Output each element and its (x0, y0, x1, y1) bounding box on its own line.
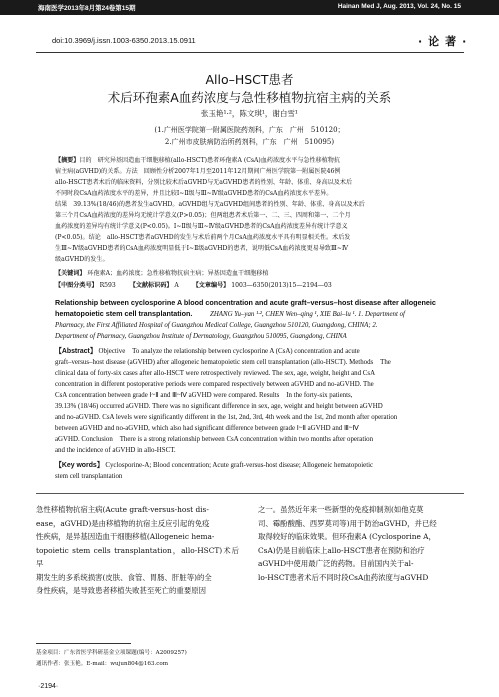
affiliation-2: 2.广州市皮肤病防治所药剂科，广东 广州 510095) (164, 138, 335, 146)
article-title-line1: Allo–HSCT患者 (205, 72, 294, 87)
keywords-en-line: stem cell transplantation (55, 473, 123, 480)
english-authors-line1: ZHANG Yu–yan ¹·², CHEN Wen–qing ¹, XIE Bai–lu ¹. 1. Department of (210, 311, 405, 318)
abstract-en-label: 【Abstract】 (55, 348, 97, 355)
abstract-en-line: aGVHD. Conclusion There is a strong relationship between CsA concentration within two months after operation (55, 436, 374, 443)
body-line: 性疾病，是异基因造血干细胞移植(Allogeneic hema- (36, 532, 215, 541)
clc-value: R593 (99, 282, 116, 289)
abstract-cn-line: allo-HSCT患者术后的临床资料，分别比较术后aGVHD与无aGVHD患者的性别、年龄、体重、身高以及术后 (55, 179, 353, 186)
article-title-line2: 术后环孢素A血药浓度与急性移植物抗宿主病的关系 (107, 90, 392, 105)
keywords-cn-label: 【关键词】 (55, 270, 86, 277)
english-title-line1: Relationship between cyclosporine A blood concentration and acute graft–versus–host disease after allogeneic (55, 298, 436, 307)
abstract-cn-label: 【摘要】 (55, 157, 80, 164)
abstract-cn-line: 生Ⅲ~Ⅳ级aGVHD患者的CsA血药浓度明显低于Ⅰ~Ⅱ级aGVHD的患者，说明低CsA血药浓度更易导致Ⅲ~Ⅳ (55, 245, 349, 252)
footnote-rule (36, 643, 131, 644)
abstract-cn-line: 宿主病(aGVHD)的关系。方法 回顾性分析2007年1月至2011年12月期间广州医学院第一附属医院46例 (55, 168, 341, 175)
body-line: 急性移植物抗宿主病(Acute graft-versus-host dis- (36, 505, 209, 514)
column-label: ·论著· (418, 35, 473, 48)
keywords-cn (55, 268, 269, 277)
journal-issue-en: Hainan Med J, Aug. 2013, Vol. 24, No. 15 (337, 3, 461, 10)
body-line: 取得较好的临床效果。但环孢素A (Cyclosporine A， (258, 532, 436, 541)
abstract-en-line: clinical data of forty-six cases after allo-HSCT were retrospectively reviewed. The sex, age, weight, height and CsA (55, 370, 376, 377)
classification-row (55, 280, 332, 289)
keywords-cn-text: 环孢素A；血药浓度；急性移植物抗宿主病；异基因造血干细胞移植 (87, 270, 269, 277)
body-line: topoietic stem cells transplantation，allo-HSCT)术后早 (36, 545, 239, 568)
abstract-cn-line: 目的 研究异基因造血干细胞移植(allo-HSCT)患者环孢素A (CsA)血药浓度水平与急性移植物抗 (79, 157, 340, 164)
body-line: 之一。虽然近年来一些新型的免疫抑制剂(如他克莫 (258, 505, 424, 514)
english-authors-line2: Pharmacy, the First Affiliated Hospital of Guangzhou Medical College, Guangzhou 510120, Guangdong, CHINA; 2. (55, 322, 378, 329)
english-title-line2: hematopoietic stem cell transplantation. (55, 309, 193, 318)
abstract-en-line: graft–versus–host disease (aGVHD) after allogeneic hematopoietic stem cell transplantation (allo-HSCT). Methods The (55, 359, 391, 366)
affiliation-1: (1.广州医学院第一附属医院药剂科，广东 广州 510120； (154, 126, 345, 134)
body-line: lo-HSCT患者术后不同时段CsA血药浓度与aGVHD (258, 572, 429, 582)
footnote-correspondence: 通讯作者：张玉艳。E-mail：wujun804@163.com (36, 661, 169, 667)
abstract-cn (55, 155, 445, 265)
english-authors-line3: Department of Pharmacy, Guangzhou Institute of Dermatology, Guangzhou 510095, Guangdong, CHINA (55, 333, 347, 340)
body-line: aGVHD中使用最广泛的药物。目前国内关于al- (258, 559, 414, 568)
footnote-funding: 基金项目：广东省医学科研基金立项课题(编号：A2009257) (36, 650, 187, 656)
abstract-cn-line: 血药浓度的差异均有统计学意义(P<0.05)。Ⅰ~Ⅱ级与Ⅲ~Ⅳ级aGVHD患者的CsA血药浓度差异有统计学意义 (55, 223, 348, 230)
doi: doi:10.3969/j.issn.1003-6350.2013.15.0911 (52, 36, 196, 45)
abstract-cn-line: (P<0.05)。结论 allo-HSCT患者aGVHD的发生与术后前两个月CsA血药浓度水平具有明显相关性。术后发 (55, 234, 351, 241)
article-id-value: 1003—6350(2013)15—2194—03 (231, 282, 332, 289)
abstract-cn-line: 结果 39.13%(18/46)的患者发生aGVHD。aGVHD组与无aGVHD组间患者的性别、年龄、体重、身高以及术后 (55, 201, 365, 208)
header-rule (36, 52, 464, 53)
body-line: 司、霉酚酸酯、西罗莫司等)用于防治aGVHD，并已经 (258, 518, 437, 528)
body-line: CsA)仍是目前临床上allo-HSCT患者在预防和治疗 (258, 545, 425, 555)
abstract-en-line: 39.13% (18/46) occurred aGVHD. There was no significant difference in sex, age, weight and height between aGVHD (55, 403, 383, 410)
clc-label: 【中图分类号】 (55, 282, 98, 289)
doc-code-value: A (174, 282, 179, 289)
abstract-en (55, 346, 447, 456)
abstract-en-line: and no-aGVHD. CsA levels were significantly different in the 1st, 2nd, 3rd, 4th week and the 1st, 2nd month after operation (55, 414, 398, 421)
running-header (0, 0, 499, 15)
keywords-en (55, 460, 447, 482)
abstract-en-line: CsA concentration between grade Ⅰ~Ⅱ and Ⅲ~Ⅳ aGVHD were compared. Results In the forty-six patients, (55, 392, 353, 399)
page-number: ·2194· (38, 683, 59, 690)
authors: 张玉艳¹·²，陈文琪¹，谢白雪¹ (201, 109, 298, 118)
abstract-cn-line: 级aGVHD的发生。 (55, 256, 109, 263)
body-line: 身性疾病，是导致患者移植失败甚至死亡的重要原因 (36, 586, 206, 595)
body-column-right (258, 503, 461, 584)
keywords-en-label: 【Key words】 (55, 462, 104, 469)
abstract-cn-line: 第三个月CsA血药浓度的差异均无统计学意义(P>0.05)；但两组患者术后第一、二、三、四周和第一、二个月 (55, 212, 351, 219)
abstract-en-line: concentration in different postoperative periods were compared respectively between aGVHD and no-aGVHD. The (55, 381, 374, 388)
abstract-rule (36, 493, 464, 494)
abstract-en-line: and the incidence of aGVHD in allo-HSCT. (55, 447, 176, 454)
abstract-en-line: between aGVHD and no-aGVHD, which also had significant difference between grade Ⅰ~Ⅱ aGVHD and Ⅲ~Ⅳ (55, 425, 359, 432)
doc-code-label: 【文献标识码】 (129, 282, 173, 289)
body-column-left (36, 503, 239, 598)
article-id-label: 【文章编号】 (192, 282, 230, 289)
abstract-en-line: Objective To analyze the relationship between cyclosporine A (CsA) concentration and acute (98, 348, 360, 355)
abstract-cn-line: 不同时段CsA血药浓度水平的差异，并且比较Ⅰ~Ⅱ级与Ⅲ~Ⅳ级aGVHD患者的CsA血药浓度水平差异。 (55, 190, 333, 197)
body-line: ease，aGVHD)是由移植物的抗宿主反应引起的免疫 (36, 518, 210, 528)
journal-issue-cn: 海南医学2013年8月第24卷第15期 (38, 5, 136, 12)
body-line: 期发生的多系统损害(皮肤、食管、胃肠、肝脏等)的全 (36, 572, 212, 582)
keywords-en-line: Cyclosporine-A; Blood concentration; Acute graft-versus-host disease; Allogeneic hematopoietic (105, 462, 374, 469)
